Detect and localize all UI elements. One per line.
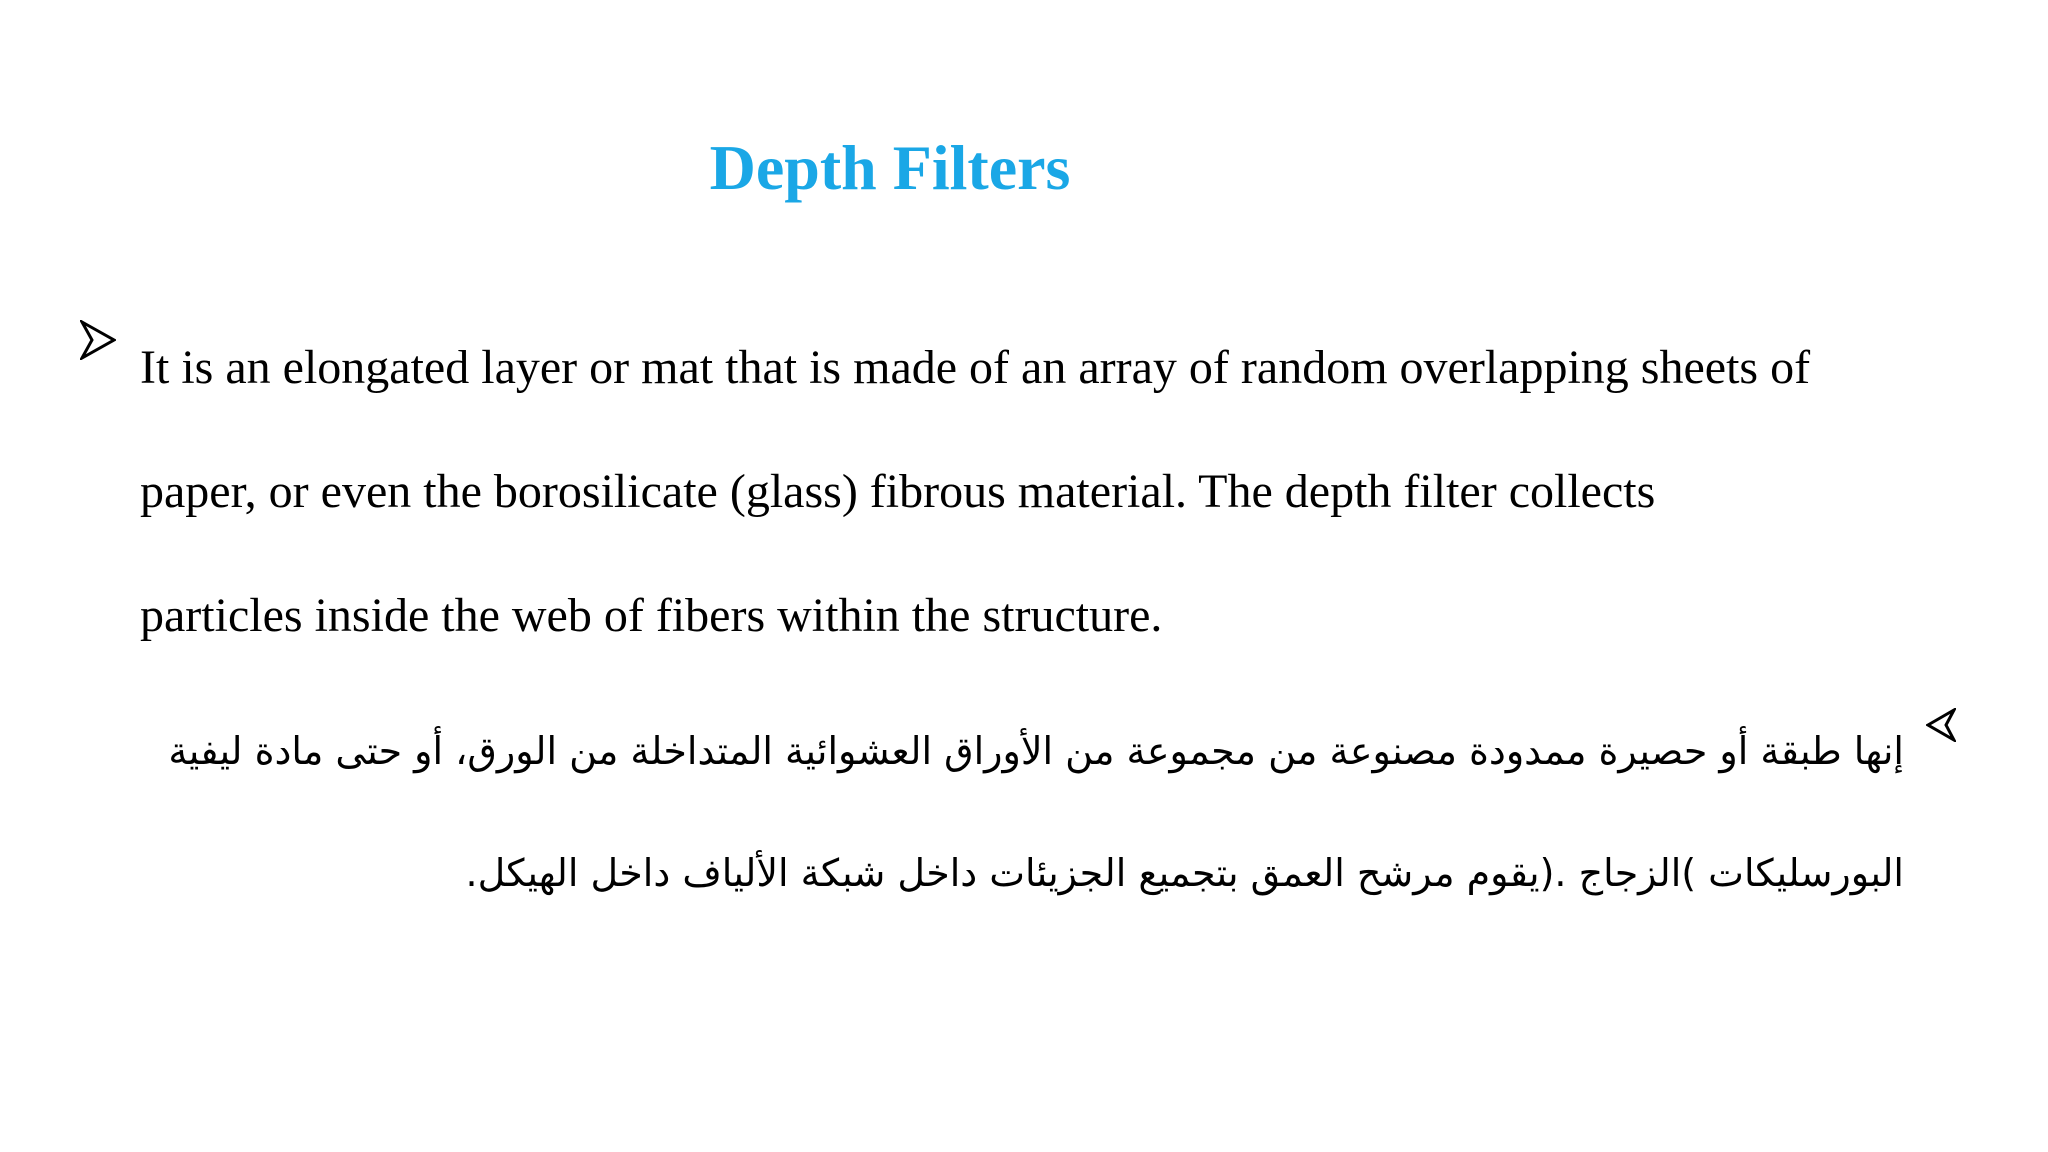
bullet-arabic-line: إنها طبقة أو حصيرة ممدودة مصنوعة من مجموعة من الأوراق العشوائية المتداخلة من الورق، أو حتى مادة ليفية <box>168 729 1904 773</box>
bullet-english-line: paper, or even the borosilicate (glass) fibrous material. The depth filter collects <box>140 465 1656 518</box>
bullet-arabic-text <box>64 690 1904 934</box>
arrow-bullet-icon <box>80 320 116 360</box>
slide-title: Depth Filters <box>709 132 1071 203</box>
arrow-bullet-icon <box>1926 708 1956 742</box>
bullet-arabic-line: البورسليكات )الزجاج .(يقوم مرشح العمق بتجميع الجزيئات داخل شبكة الألياف داخل الهيكل. <box>465 851 1904 895</box>
bullet-english-text <box>140 306 2020 678</box>
bullet-english-line: particles inside the web of fibers within the structure. <box>140 589 1163 642</box>
bullet-english-line: It is an elongated layer or mat that is made of an array of random overlapping sheets of <box>140 341 1811 394</box>
